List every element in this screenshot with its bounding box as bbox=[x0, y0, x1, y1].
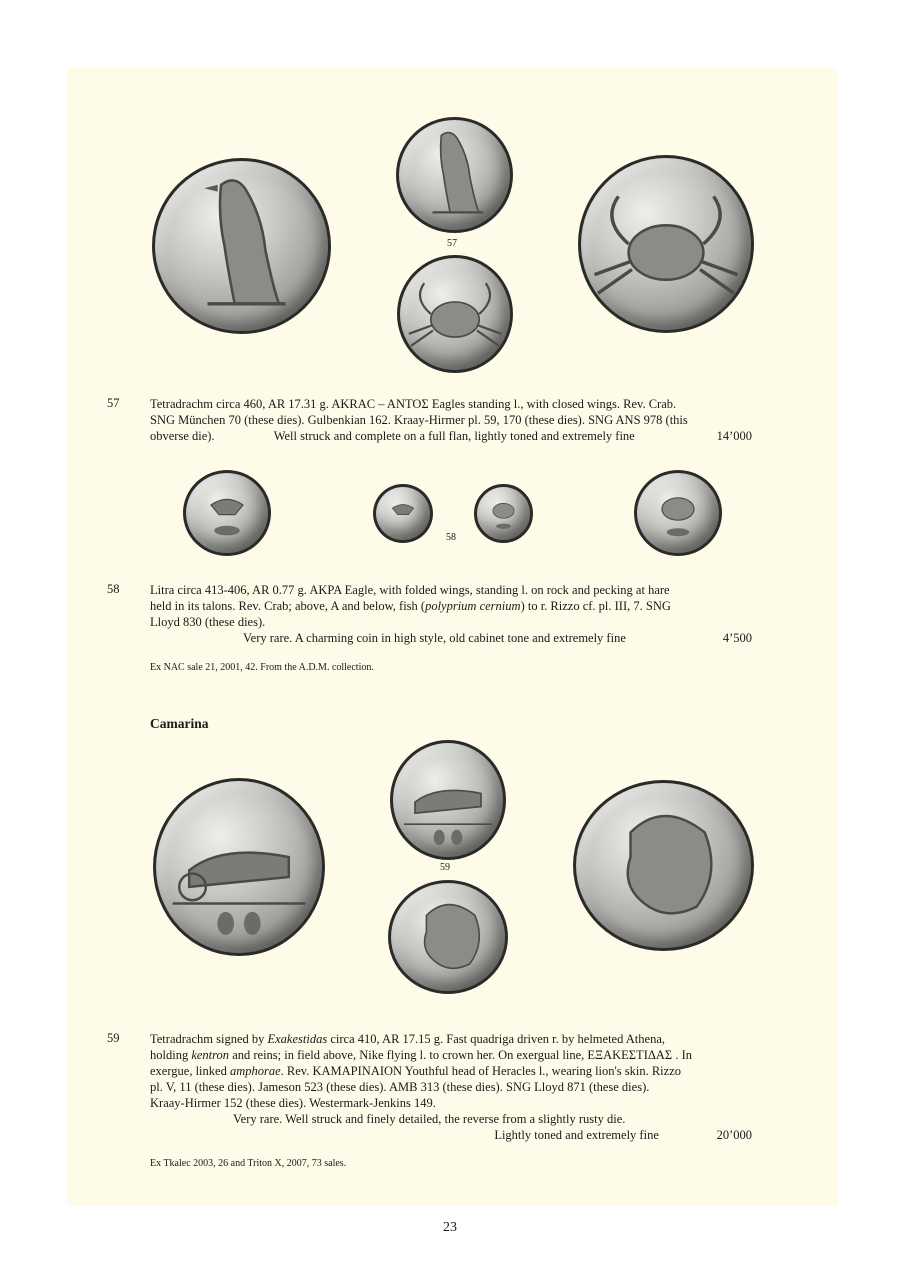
coin-57-obverse-small bbox=[396, 117, 513, 233]
description-line: pl. V, 11 (these dies). Jameson 523 (these dies). AMB 313 (these dies). SNG Lloyd 871 (these dies). bbox=[150, 1080, 650, 1094]
description-line bbox=[150, 1047, 752, 1063]
description-line bbox=[150, 1031, 752, 1047]
lot-number-57: 57 bbox=[107, 396, 120, 410]
lot-description-58 bbox=[150, 582, 752, 646]
condition-text: Well struck and complete on a full flan, lightly toned and extremely fine bbox=[273, 429, 635, 443]
condition-text: Very rare. A charming coin in high style, old cabinet tone and extremely fine bbox=[243, 631, 626, 645]
heracles-head-icon bbox=[391, 883, 505, 991]
crab-icon bbox=[477, 487, 530, 540]
section-heading: Camarina bbox=[150, 716, 209, 731]
description-line: Lloyd 830 (these dies). bbox=[150, 615, 266, 629]
crab-icon bbox=[400, 258, 510, 370]
coin-59-reverse-large bbox=[573, 780, 754, 951]
figure-label-57: 57 bbox=[447, 238, 457, 249]
figure-label-59: 59 bbox=[440, 862, 450, 873]
quadriga-icon bbox=[393, 743, 503, 857]
description-line bbox=[150, 598, 752, 614]
description-text: and reins; in field above, Nike flying l. to crown her. On exergual line, ΕΞΑΚΕΣΤΙΔΑΣ . In bbox=[229, 1048, 692, 1062]
coin-57-reverse-small bbox=[397, 255, 513, 373]
coin-57-obverse-large bbox=[152, 158, 331, 334]
lot-description-57 bbox=[150, 396, 752, 444]
lot-description-59 bbox=[150, 1031, 752, 1143]
eagle-icon bbox=[186, 473, 268, 553]
description-text: circa 410, AR 17.15 g. Fast quadriga driven r. by helmeted Athena, bbox=[327, 1032, 665, 1046]
crab-icon bbox=[637, 473, 719, 553]
coin-59-obverse-small bbox=[390, 740, 506, 860]
description-text: held in its talons. Rev. Crab; above, A and below, fish ( bbox=[150, 599, 426, 613]
figure-label-58: 58 bbox=[446, 532, 456, 543]
description-text: obverse die). bbox=[150, 429, 215, 443]
description-line bbox=[150, 1063, 752, 1079]
italic-term: polyprium cernium bbox=[425, 599, 521, 613]
description-line bbox=[150, 1127, 752, 1143]
description-line bbox=[150, 428, 752, 444]
description-text: holding bbox=[150, 1048, 192, 1062]
italic-term: amphorae bbox=[229, 1064, 281, 1078]
description-line bbox=[150, 630, 752, 646]
eagle-icon bbox=[399, 120, 510, 230]
price: 4’500 bbox=[722, 631, 752, 645]
heracles-head-icon bbox=[576, 783, 751, 948]
eagle-icon bbox=[155, 161, 328, 331]
description-text: exergue, linked bbox=[150, 1064, 230, 1078]
coin-59-obverse-large bbox=[153, 778, 325, 956]
description-line: Litra circa 413-406, AR 0.77 g. AKPA Eagle, with folded wings, standing l. on rock and pecking at hare bbox=[150, 583, 670, 597]
description-line: Very rare. Well struck and finely detailed, the reverse from a slightly rusty die. bbox=[233, 1112, 626, 1126]
quadriga-icon bbox=[156, 781, 322, 953]
lot-number-58: 58 bbox=[107, 582, 120, 596]
description-line: SNG München 70 (these dies). Gulbenkian 162. Kraay-Hirmer pl. 59, 170 (these dies). SNG ANS 978 (this bbox=[150, 413, 688, 427]
coin-58-reverse-small bbox=[474, 484, 533, 543]
italic-term: Exakestidas bbox=[267, 1032, 328, 1046]
price: 14’000 bbox=[716, 429, 752, 443]
coin-57-reverse-large bbox=[578, 155, 754, 333]
description-line: Kraay-Hirmer 152 (these dies). Westermark-Jenkins 149. bbox=[150, 1096, 436, 1110]
coin-58-obverse-large bbox=[183, 470, 271, 556]
description-text: ) to r. Rizzo cf. pl. III, 7. SNG bbox=[520, 599, 671, 613]
eagle-icon bbox=[376, 487, 430, 540]
lot-number-59: 59 bbox=[107, 1031, 120, 1045]
description-text: . Rev. KAMAPINAION Youthful head of Heracles l., wearing lion's skin. Rizzo bbox=[280, 1064, 681, 1078]
coin-59-reverse-small bbox=[388, 880, 508, 994]
coin-58-reverse-large bbox=[634, 470, 722, 556]
coin-58-obverse-small bbox=[373, 484, 433, 543]
page-number: 23 bbox=[443, 1220, 457, 1235]
provenance-note-58: Ex NAC sale 21, 2001, 42. From the A.D.M. collection. bbox=[150, 662, 374, 673]
italic-term: kentron bbox=[191, 1048, 230, 1062]
price: 20’000 bbox=[716, 1128, 752, 1142]
condition-text: Lightly toned and extremely fine bbox=[494, 1128, 659, 1142]
crab-icon bbox=[581, 158, 751, 330]
provenance-note-59: Ex Tkalec 2003, 26 and Triton X, 2007, 73 sales. bbox=[150, 1158, 347, 1169]
description-text: Tetradrachm signed by bbox=[150, 1032, 268, 1046]
description-line: Tetradrachm circa 460, AR 17.31 g. AKRAC – ANTOΣ Eagles standing l., with closed wings. Rev. Crab. bbox=[150, 397, 677, 411]
